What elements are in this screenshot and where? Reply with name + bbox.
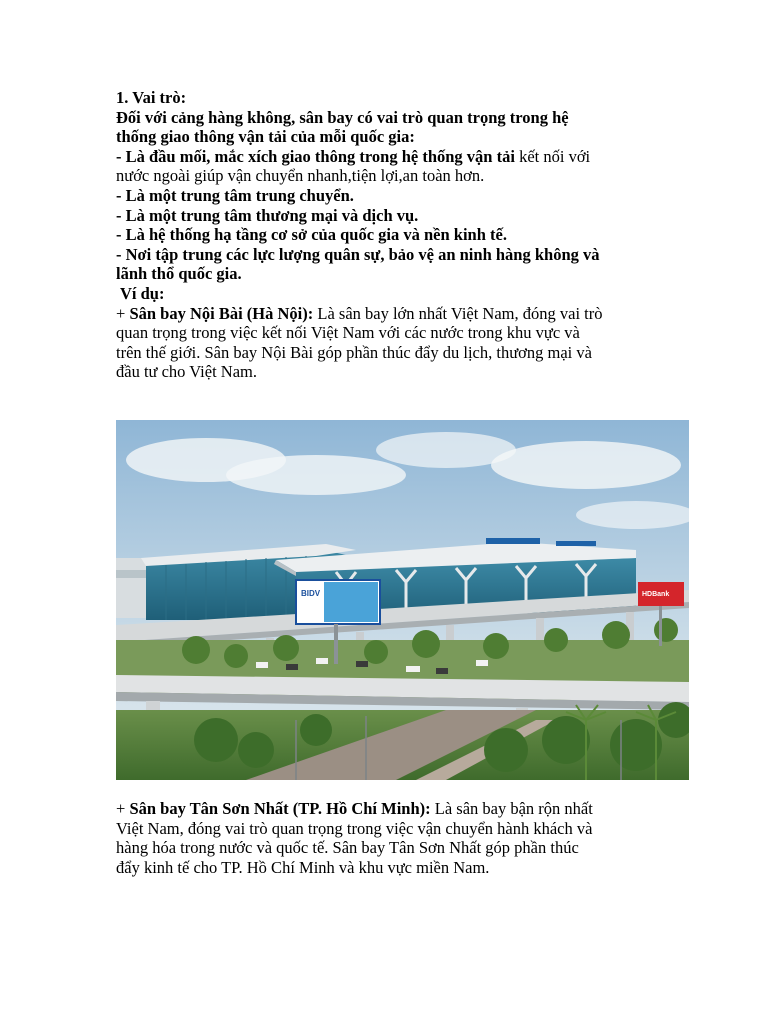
example-label: Ví dụ: <box>120 283 165 303</box>
tansonnhat-line-3: hàng hóa trong nước và quốc tế. Sân bay Tân Sơn Nhất góp phần thúc <box>116 838 579 858</box>
noibai-line-4: đầu tư cho Việt Nam. <box>116 362 257 382</box>
noibai-line-1: + Sân bay Nội Bài (Hà Nội): Là sân bay lớn nhất Việt Nam, đóng vai trò <box>116 303 603 323</box>
role-item-1: - Là đầu mối, mắc xích giao thông trong hệ thống vận tải kết nối với <box>116 146 591 166</box>
role-item-3: - Là một trung tâm thương mại và dịch vụ. <box>116 205 419 225</box>
section-heading: 1. Vai trò: <box>116 88 187 107</box>
intro-line-2: thống giao thông vận tải của mỗi quốc gia: <box>116 127 415 147</box>
tansonnhat-section <box>116 799 676 877</box>
billboard-left-brand: BIDV <box>301 589 321 598</box>
intro-line-1: Đối với cảng hàng không, sân bay có vai trò quan trọng trong hệ <box>116 107 569 127</box>
role-item-5-continued: lãnh thổ quốc gia. <box>116 264 242 284</box>
noibai-airport-photo <box>116 420 689 780</box>
role-item-5: - Nơi tập trung các lực lượng quân sự, bảo vệ an ninh hàng không và <box>116 244 600 264</box>
noibai-line-3: trên thế giới. Sân bay Nội Bài góp phần thúc đẩy du lịch, thương mại và <box>116 342 592 362</box>
tansonnhat-line-1: + Sân bay Tân Sơn Nhất (TP. Hồ Chí Minh): Là sân bay bận rộn nhất <box>116 799 593 818</box>
noibai-line-2: quan trọng trong việc kết nối Việt Nam với các nước trong khu vực và <box>116 323 580 343</box>
tansonnhat-line-2: Việt Nam, đóng vai trò quan trọng trong việc vận chuyển hành khách và <box>116 818 593 838</box>
role-item-2: - Là một trung tâm trung chuyển. <box>116 185 354 205</box>
role-item-4: - Là hệ thống hạ tầng cơ sở của quốc gia và nền kinh tế. <box>116 225 507 245</box>
role-item-1-continued: nước ngoài giúp vận chuyển nhanh,tiện lợi,an toàn hơn. <box>116 166 485 186</box>
roles-section <box>116 88 676 382</box>
tansonnhat-line-4: đẩy kinh tế cho TP. Hồ Chí Minh và khu vực miền Nam. <box>116 857 490 877</box>
billboard-right-brand: HDBank <box>642 591 670 598</box>
